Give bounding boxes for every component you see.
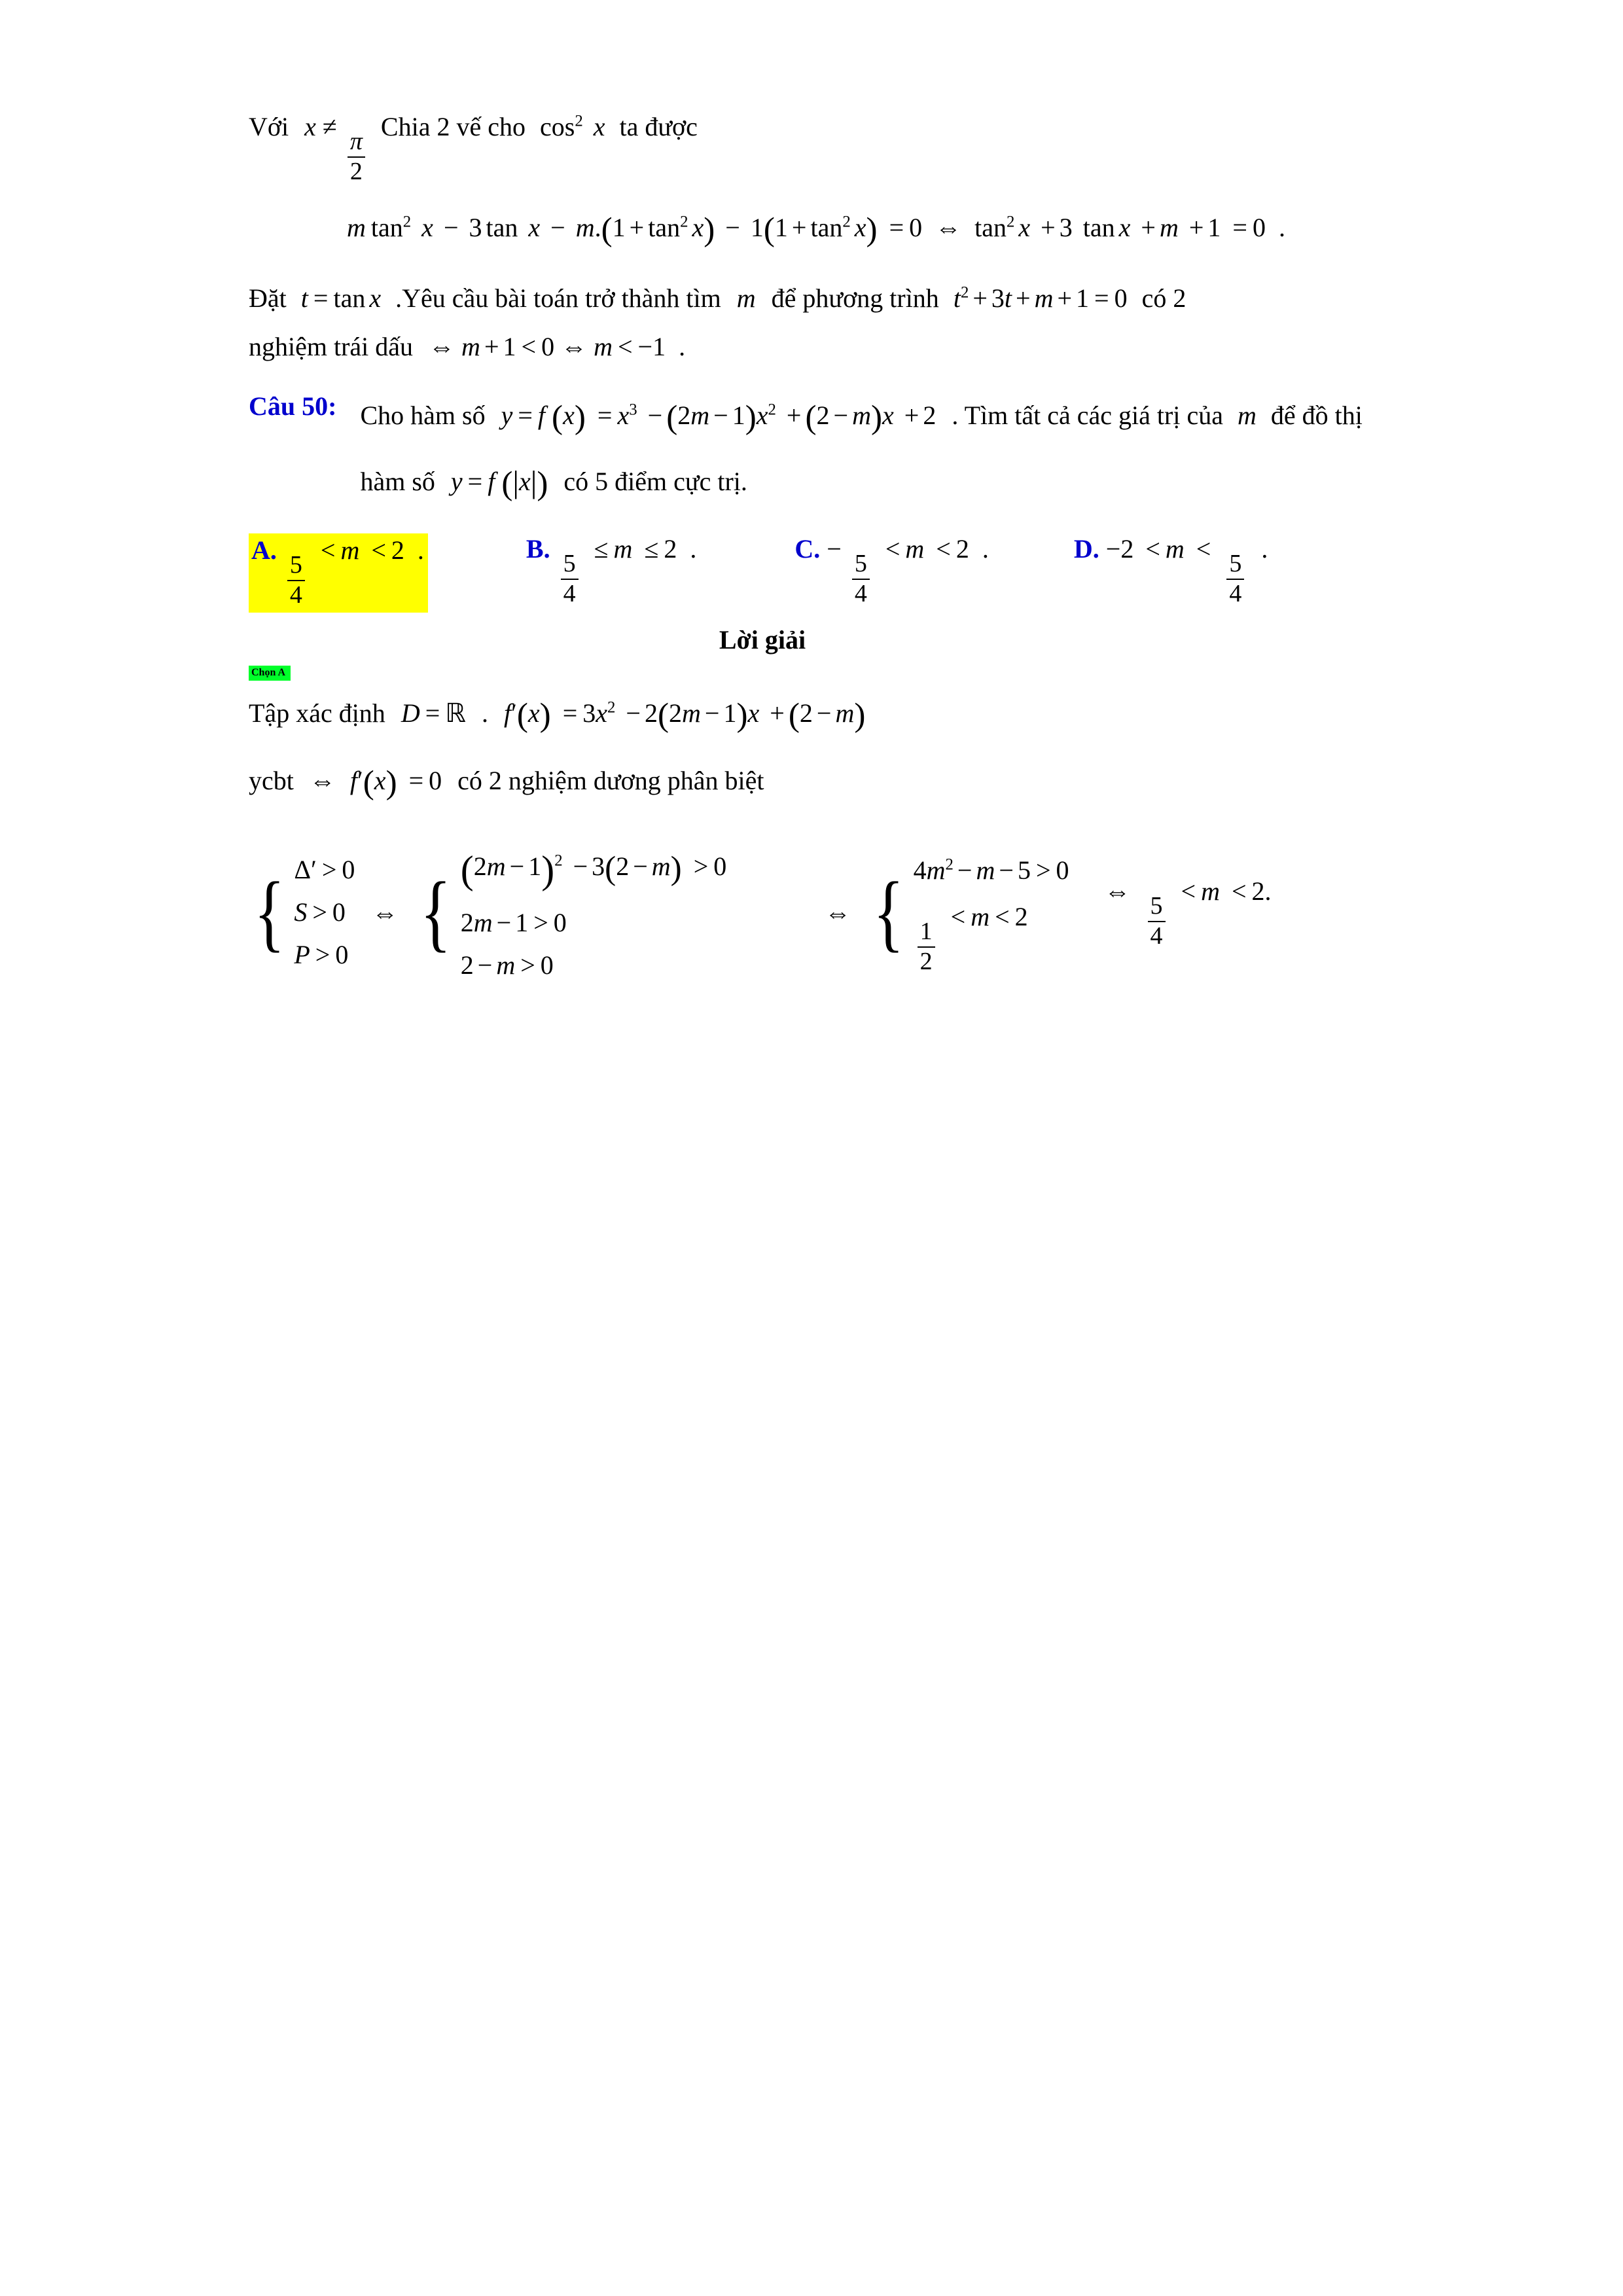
left-brace-icon-3: { [873, 863, 904, 960]
main-equation: m $\tan^2 x - 3$ $\tan x - m.(1 + \tan^2 x) - 1(1 + \tan^2 x) = 0$ ⇔ $\tan^2 x + 3$ tan x + m + 1 = 0 . [347, 210, 1285, 248]
iff-1: ⇔ [372, 897, 399, 927]
question-text-3: để đồ thị [1270, 401, 1363, 431]
ycbt-tail: có 2 nghiệm dương phân biệt [457, 765, 764, 795]
question-text-4: hàm số [360, 467, 435, 497]
intro-text-after: Chia 2 vế cho [380, 112, 526, 141]
chosen-answer: Chọn A [249, 666, 291, 681]
intro-variable: x [304, 112, 316, 141]
sub-line2-text: nghiệm trái dấu [249, 332, 414, 362]
not-equal-sign: ≠ [322, 112, 337, 141]
intro-text-end: ta được [619, 112, 698, 141]
system-2-row-3: 2 − m > 0 [460, 950, 554, 980]
question-label: Câu 50: [249, 391, 337, 422]
domain-label: Tập xác định [249, 698, 385, 728]
solution-line-2 [249, 763, 1427, 802]
inequality-systems [249, 838, 1427, 987]
ycbt-label: ycbt [249, 765, 294, 795]
system-1-rows [294, 849, 355, 976]
system-1 [249, 849, 355, 976]
question-line-2 [360, 457, 1427, 511]
ycbt-expression: ⇔ f′(x) = 0 [309, 763, 442, 801]
question-line-1 [360, 391, 1427, 445]
answer-options [249, 533, 1427, 613]
answer-d-expression: −2 < m < $\frac{5}{4}$ . [1105, 534, 1268, 607]
answer-c-expression: − $\frac{5}{4}$ < m < 2 . [827, 534, 989, 607]
system-1-row-1: Δ′ > 0 [294, 855, 355, 884]
answer-d-tag: D. [1073, 534, 1099, 564]
answer-a-tag: A. [251, 535, 277, 565]
left-brace-icon-2: { [420, 863, 452, 960]
substitution-paragraph: Đặt t = tan x .Yêu cầu bài toán trở thành tìm m để phương trình $t^2 + 3t + m + 1 = 0$ có 2 [249, 283, 1186, 313]
solution-line-1 [249, 696, 1427, 734]
chosen-answer-row [249, 667, 1427, 679]
system-2 [415, 838, 726, 987]
dat-word: Đặt [249, 283, 287, 313]
system-2-row-2: 2m − 1 > 0 [460, 908, 567, 937]
domain-period: . [481, 698, 488, 728]
domain-expression: D = ℝ [401, 698, 466, 728]
answer-b-tag: B. [526, 534, 550, 564]
system-3-rows [914, 850, 1069, 975]
question-block [249, 391, 1427, 511]
system-2-rows [461, 838, 727, 987]
answer-a-expression: $\frac{5}{4}$ < m < 2 . [283, 535, 424, 609]
solution-heading: Lời giải [719, 624, 806, 655]
question-m: m [1237, 401, 1257, 431]
sub-text-2: .Yêu cầu bài toán trở thành tìm [395, 283, 721, 313]
system-3 [868, 850, 1069, 975]
cos-argument: x [593, 112, 605, 141]
fraction-denominator: 2 [348, 156, 365, 185]
system-1-row-2: S > 0 [294, 897, 346, 927]
pi-over-two-fraction [348, 129, 365, 185]
answer-option-d[interactable] [1074, 533, 1268, 607]
system-1-row-3: P > 0 [294, 939, 349, 969]
left-brace-icon: { [253, 863, 285, 960]
cos-base: cos [539, 112, 575, 141]
system-3-row-2: $\frac{1}{2}$ < m < 2 [914, 896, 1069, 975]
iff-2: ⇔ [825, 897, 851, 927]
final-result: ⇔ $\frac{5}{4}$ < m < 2. [1104, 876, 1272, 950]
intro-line [249, 111, 1427, 185]
answer-option-b[interactable] [526, 533, 696, 607]
question-text-1: Cho hàm số [360, 401, 486, 431]
answer-option-a[interactable] [249, 533, 428, 613]
question-function: y = f $(x) = x^3 - (2m - 1)x^2 + (2 - m)x + 2$ [501, 399, 936, 437]
intro-prefix: Với [249, 112, 289, 141]
system-3-row-1: $4m^2 - m - 5 > 0$ [913, 855, 1069, 886]
sub-m: m [736, 283, 756, 313]
answer-b-expression: $\frac{5}{4}$ ≤ m ≤ 2 . [557, 533, 697, 607]
sub-line2-period: . [679, 332, 686, 362]
sub-text-3: để phương trình [771, 283, 939, 313]
cos-exponent: 2 [575, 112, 583, 130]
question-text-2: . Tìm tất cả các giá trị của [952, 401, 1223, 431]
fraction-numerator: π [349, 127, 363, 155]
answer-c-tag: C. [794, 534, 821, 564]
question-function-abs: y = f (|x|) [450, 465, 548, 503]
answer-option-c[interactable] [794, 533, 988, 607]
system-2-row-1: $(2m - 1)^2 - 3(2 - m) > 0$ [460, 848, 727, 891]
derivative-expression: $f'(x) = 3x^2 - 2(2m - 1)x + (2 - m)$ [503, 696, 866, 734]
question-text-5: có 5 điểm cực trị. [563, 467, 747, 497]
substitution-paragraph-line2: nghiệm trái dấu ⇔ m + 1 < 0 ⇔ m < −1 . [249, 332, 686, 362]
sub-text-4: có 2 [1141, 283, 1186, 313]
question-body [360, 391, 1427, 511]
